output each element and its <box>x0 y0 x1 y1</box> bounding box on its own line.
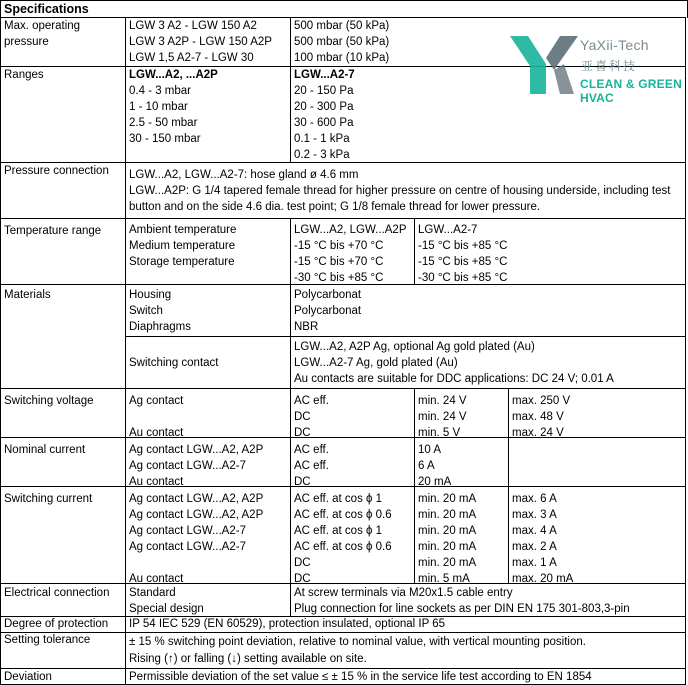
row-nominal-current <box>0 437 686 486</box>
current-type: AC eff. <box>294 460 329 472</box>
temperature-heading: LGW...A2, LGW...A2P <box>294 224 407 236</box>
material-name: Housing <box>129 289 172 301</box>
connection-name: Standard <box>129 587 176 599</box>
min-value: min. 24 V <box>418 395 467 407</box>
temperature-value: -15 °C bis +70 °C <box>294 256 384 268</box>
temperature-value: -15 °C bis +70 °C <box>294 240 384 252</box>
material-value: Polycarbonat <box>294 289 362 301</box>
temperature-a27-cell <box>414 219 685 284</box>
range-value: 1 - 10 mbar <box>129 101 188 113</box>
contact-name: Ag contact LGW...A2-7 <box>129 460 246 472</box>
row-deviation <box>0 668 686 685</box>
min-value: min. 20 mA <box>418 509 477 521</box>
row-label-cell <box>1 584 125 616</box>
row-label: Degree of protection <box>4 618 109 630</box>
temperature-value: -30 °C bis +85 °C <box>294 272 384 284</box>
electrical-names-cell <box>125 584 291 616</box>
current-type: DC <box>294 411 311 423</box>
tolerance-text: Rising (↑) or falling (↓) setting available on site. <box>129 653 367 665</box>
temperature-value: -15 °C bis +85 °C <box>418 256 508 268</box>
current-type: AC eff. <box>294 444 329 456</box>
material-names-cell <box>125 285 291 388</box>
pressure-connection-cell <box>125 163 685 218</box>
switching-min-cell <box>414 487 509 583</box>
row-label: Temperature range <box>4 225 102 237</box>
protection-value-cell <box>125 617 685 632</box>
tolerance-text: ± 15 % switching point deviation, relative to nominal value, with vertical mounting position. <box>129 636 586 648</box>
deviation-value-cell <box>125 669 685 684</box>
max-value: max. 2 A <box>512 541 557 553</box>
voltage-min-cell <box>414 389 509 437</box>
temperature-value: -15 °C bis +85 °C <box>418 240 508 252</box>
row-materials <box>0 284 686 388</box>
switching-type-cell <box>290 487 415 583</box>
contact-name: Au contact <box>129 476 184 488</box>
voltage-contact-cell <box>125 389 291 437</box>
model-text: LGW 3 A2P - LGW 150 A2P <box>129 36 272 48</box>
current-type: AC eff. at cos ϕ 0.6 <box>294 541 392 553</box>
model-text: LGW 1,5 A2-7 - LGW 30 <box>129 52 254 64</box>
min-value: min. 24 V <box>418 411 467 423</box>
table-header <box>0 0 688 18</box>
temperature-heading: LGW...A2-7 <box>418 224 478 236</box>
connection-text: LGW...A2P: G 1/4 tapered female thread for higher pressure on centre of housing underside, including test button and on the side 4.6 dia. test point; G 1/8 female thread for lower pressure. <box>129 185 671 213</box>
row-label-cell <box>1 163 125 218</box>
logo-chinese-name: 亚喜科技 <box>581 59 638 73</box>
max-value: max. 24 V <box>512 427 564 439</box>
material-value: LGW...A2, A2P Ag, optional Ag gold plated (Au) <box>294 341 535 353</box>
range-value: 20 - 150 Pa <box>294 85 354 97</box>
material-name: Diaphragms <box>129 321 191 333</box>
temperature-value: -30 °C bis +85 °C <box>418 272 508 284</box>
range-heading: LGW...A2-7 <box>294 69 355 81</box>
material-value: Polycarbonat <box>294 305 362 317</box>
min-value: min. 5 V <box>418 427 461 439</box>
current-value: 20 mA <box>418 476 452 488</box>
voltage-max-cell <box>508 389 685 437</box>
max-value: max. 3 A <box>512 509 557 521</box>
nominal-contact-cell <box>125 438 291 486</box>
row-degree-of-protection <box>0 616 686 632</box>
row-label: Switching current <box>4 493 93 505</box>
contact-name: Ag contact LGW...A2, A2P <box>129 444 264 456</box>
max-value: max. 250 V <box>512 395 571 407</box>
row-label-cell <box>1 669 125 684</box>
row-label-cell <box>1 487 125 583</box>
temperature-names-cell <box>125 219 291 284</box>
contact-name: Au contact <box>129 573 184 585</box>
row-label-cell <box>1 633 125 668</box>
row-switching-voltage <box>0 388 686 437</box>
current-value: 10 A <box>418 444 442 456</box>
min-value: min. 20 mA <box>418 493 477 505</box>
current-type: DC <box>294 573 311 585</box>
models-cell <box>125 18 291 66</box>
temperature-name: Medium temperature <box>129 240 236 252</box>
row-label: pressure <box>4 36 49 48</box>
min-value: min. 20 mA <box>418 525 477 537</box>
material-value: LGW...A2-7 Ag, gold plated (Au) <box>294 357 458 369</box>
range-value: 0.4 - 3 mbar <box>129 85 191 97</box>
deviation-value: Permissible deviation of the set value ≤ ± 15 % in the service life test according to EN 1854 <box>129 671 592 683</box>
min-value: min. 5 mA <box>418 573 470 585</box>
row-label-cell <box>1 67 125 162</box>
nominal-empty-cell <box>508 438 685 486</box>
current-type: DC <box>294 427 311 439</box>
switching-contact-cell <box>125 487 291 583</box>
row-pressure-connection <box>0 162 686 218</box>
row-label-cell <box>1 617 125 632</box>
material-values-cell <box>290 285 685 388</box>
contact-name: Ag contact LGW...A2, A2P <box>129 493 264 505</box>
material-value: NBR <box>294 321 319 333</box>
current-type: AC eff. at cos ϕ 0.6 <box>294 509 392 521</box>
connection-value: Plug connection for line sockets as per DIN EN 175 301-803,3-pin <box>294 603 630 615</box>
current-value: 6 A <box>418 460 435 472</box>
row-label-cell <box>1 18 125 66</box>
contact-name: Ag contact LGW...A2, A2P <box>129 509 264 521</box>
row-label: Deviation <box>4 671 52 683</box>
row-label: Max. operating <box>4 20 81 32</box>
value-text: 500 mbar (50 kPa) <box>294 36 390 48</box>
current-type: DC <box>294 476 311 488</box>
material-value: Au contacts are suitable for DDC applications: DC 24 V; 0.01 A <box>294 373 614 385</box>
max-value: max. 20 mA <box>512 573 574 585</box>
cell-divider <box>126 336 291 337</box>
tolerance-value-cell <box>125 633 685 668</box>
switching-max-cell <box>508 487 685 583</box>
electrical-values-cell <box>290 584 685 616</box>
row-label: Electrical connection <box>4 587 110 599</box>
row-label-cell <box>1 389 125 437</box>
contact-name: Ag contact <box>129 395 184 407</box>
max-value: max. 1 A <box>512 557 557 569</box>
current-type: DC <box>294 557 311 569</box>
row-label: Pressure connection <box>4 165 109 177</box>
nominal-type-cell <box>290 438 415 486</box>
row-label: Switching voltage <box>4 395 94 407</box>
max-value: max. 48 V <box>512 411 564 423</box>
range-value: 0.2 - 3 kPa <box>294 149 350 161</box>
range-value: 30 - 150 mbar <box>129 133 201 145</box>
connection-name: Special design <box>129 603 204 615</box>
range-heading: LGW...A2, ...A2P <box>129 69 218 81</box>
logo-name: YaXii-Tech <box>580 37 649 53</box>
ranges-a2-cell <box>125 67 291 162</box>
nominal-value-cell <box>414 438 509 486</box>
range-value: 0.1 - 1 kPa <box>294 133 350 145</box>
cell-divider <box>291 336 685 337</box>
min-value: min. 20 mA <box>418 541 477 553</box>
row-label-cell <box>1 438 125 486</box>
protection-value: IP 54 IEC 529 (EN 60529), protection insulated, optional IP 65 <box>129 618 446 630</box>
voltage-type-cell <box>290 389 415 437</box>
model-text: LGW 3 A2 - LGW 150 A2 <box>129 20 257 32</box>
contact-name: Ag contact LGW...A2-7 <box>129 541 246 553</box>
max-value: max. 4 A <box>512 525 557 537</box>
contact-name: Ag contact LGW...A2-7 <box>129 525 246 537</box>
current-type: AC eff. at cos ϕ 1 <box>294 493 383 505</box>
row-temperature-range <box>0 218 686 284</box>
table-title: Specifications <box>4 2 89 16</box>
connection-value: At screw terminals via M20x1.5 cable entry <box>294 587 513 599</box>
row-switching-current <box>0 486 686 583</box>
row-label: Setting tolerance <box>4 634 91 646</box>
logo-tagline: CLEAN & GREEN HVAC <box>580 77 682 105</box>
contact-name: Au contact <box>129 427 184 439</box>
row-label-cell <box>1 285 125 388</box>
value-text: 500 mbar (50 kPa) <box>294 20 390 32</box>
material-name: Switching contact <box>129 357 219 369</box>
range-value: 20 - 300 Pa <box>294 101 354 113</box>
temperature-name: Ambient temperature <box>129 224 237 236</box>
connection-text: LGW...A2, LGW...A2-7: hose gland ø 4.6 mm <box>129 169 359 181</box>
current-type: AC eff. <box>294 395 329 407</box>
min-value: min. 20 mA <box>418 557 477 569</box>
row-label: Ranges <box>4 69 44 81</box>
max-value: max. 6 A <box>512 493 557 505</box>
value-text: 100 mbar (10 kPa) <box>294 52 390 64</box>
row-label: Nominal current <box>4 444 86 456</box>
current-type: AC eff. at cos ϕ 1 <box>294 525 383 537</box>
row-label: Materials <box>4 289 51 301</box>
temperature-name: Storage temperature <box>129 256 235 268</box>
range-value: 30 - 600 Pa <box>294 117 354 129</box>
temperature-a2-cell <box>290 219 415 284</box>
row-electrical-connection <box>0 583 686 616</box>
row-setting-tolerance <box>0 632 686 668</box>
range-value: 2.5 - 50 mbar <box>129 117 198 129</box>
row-label-cell <box>1 219 125 284</box>
material-name: Switch <box>129 305 163 317</box>
